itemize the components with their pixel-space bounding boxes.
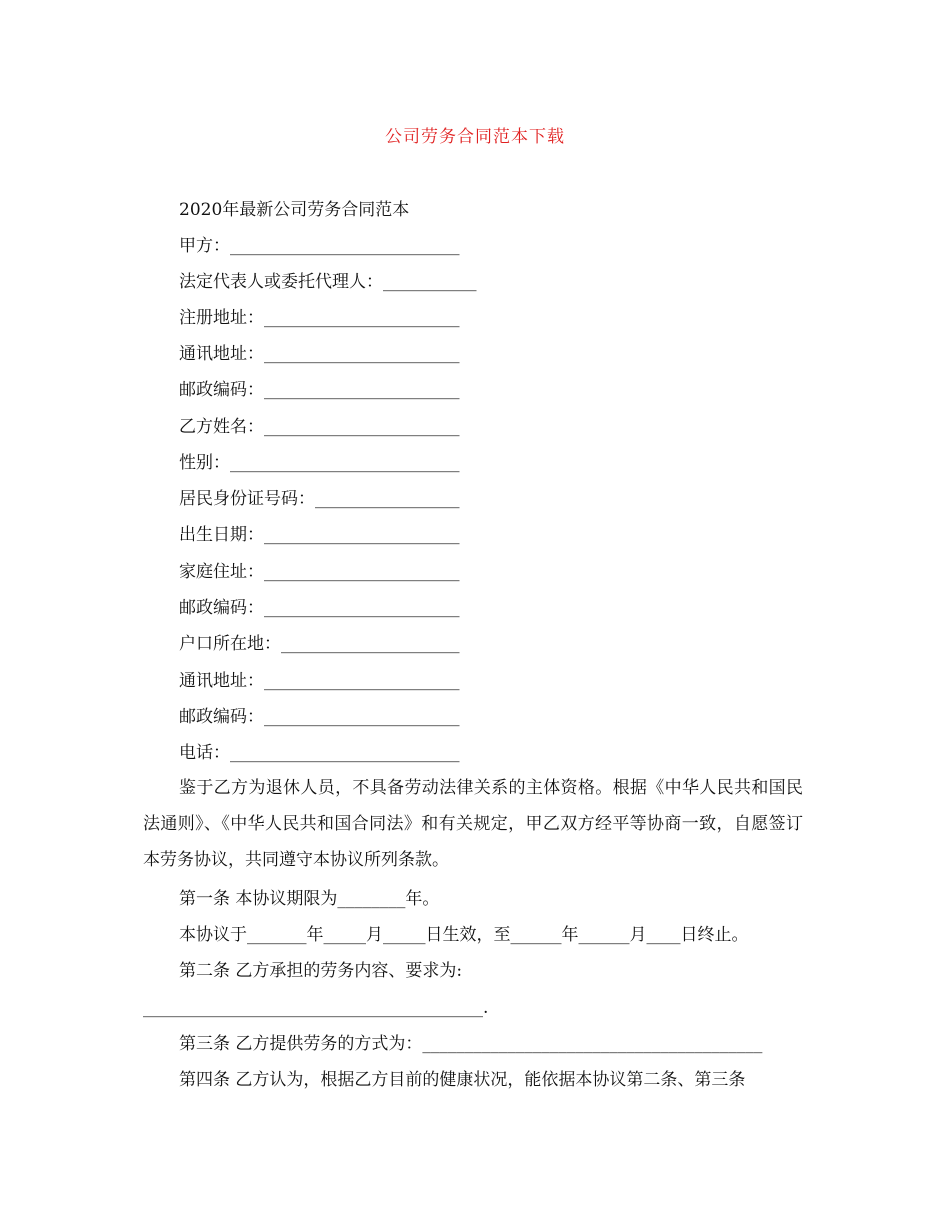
field-home-address: 家庭住址：_______________________ [179,562,460,582]
field-gender: 性别：___________________________ [179,453,460,473]
field-mailing-address: 通讯地址：_______________________ [179,344,460,364]
field-mailing-address-2: 通讯地址：_______________________ [179,671,460,691]
field-postal-code-2: 邮政编码：_______________________ [179,598,460,618]
article-1: 第一条 本协议期限为________年。 [179,889,440,909]
field-phone: 电话：___________________________ [179,743,460,763]
article-1-dates: 本协议于_______年_____月_____日生效，至______年______月____日终止。 [179,925,749,945]
article-4: 第四条 乙方认为，根据乙方目前的健康状况，能依据本协议第二条、第三条 [179,1070,746,1090]
field-id-number: 居民身份证号码：_________________ [179,489,460,509]
field-postal-code-3: 邮政编码：_______________________ [179,707,460,727]
field-household-registration: 户口所在地：_____________________ [179,634,460,654]
field-postal-code: 邮政编码：_______________________ [179,380,460,400]
field-legal-representative: 法定代表人或委托代理人：___________ [179,272,477,292]
article-3: 第三条 乙方提供劳务的方式为：________________________________________ [179,1034,763,1054]
article-2-blank: ________________________________________. [143,998,489,1018]
field-party-a: 甲方：___________________________ [179,236,460,256]
preamble-paragraph: 鉴于乙方为退休人员，不具备劳动法律关系的主体资格。根据《中华人民共和国民法通则》、《中华人民共和国合同法》和有关规定，甲乙双方经平等协商一致，自愿签订本劳务协议，共同遵守本协议所列条款。 [143,778,803,870]
document-subtitle: 2020年最新公司劳务合同范本 [179,200,410,220]
document-title: 公司劳务合同范本下载 [385,127,565,147]
field-party-b-name: 乙方姓名：_______________________ [179,417,460,437]
field-birth-date: 出生日期：_______________________ [179,525,460,545]
field-registered-address: 注册地址：_______________________ [179,308,460,328]
article-2: 第二条 乙方承担的劳务内容、要求为: [179,961,463,981]
